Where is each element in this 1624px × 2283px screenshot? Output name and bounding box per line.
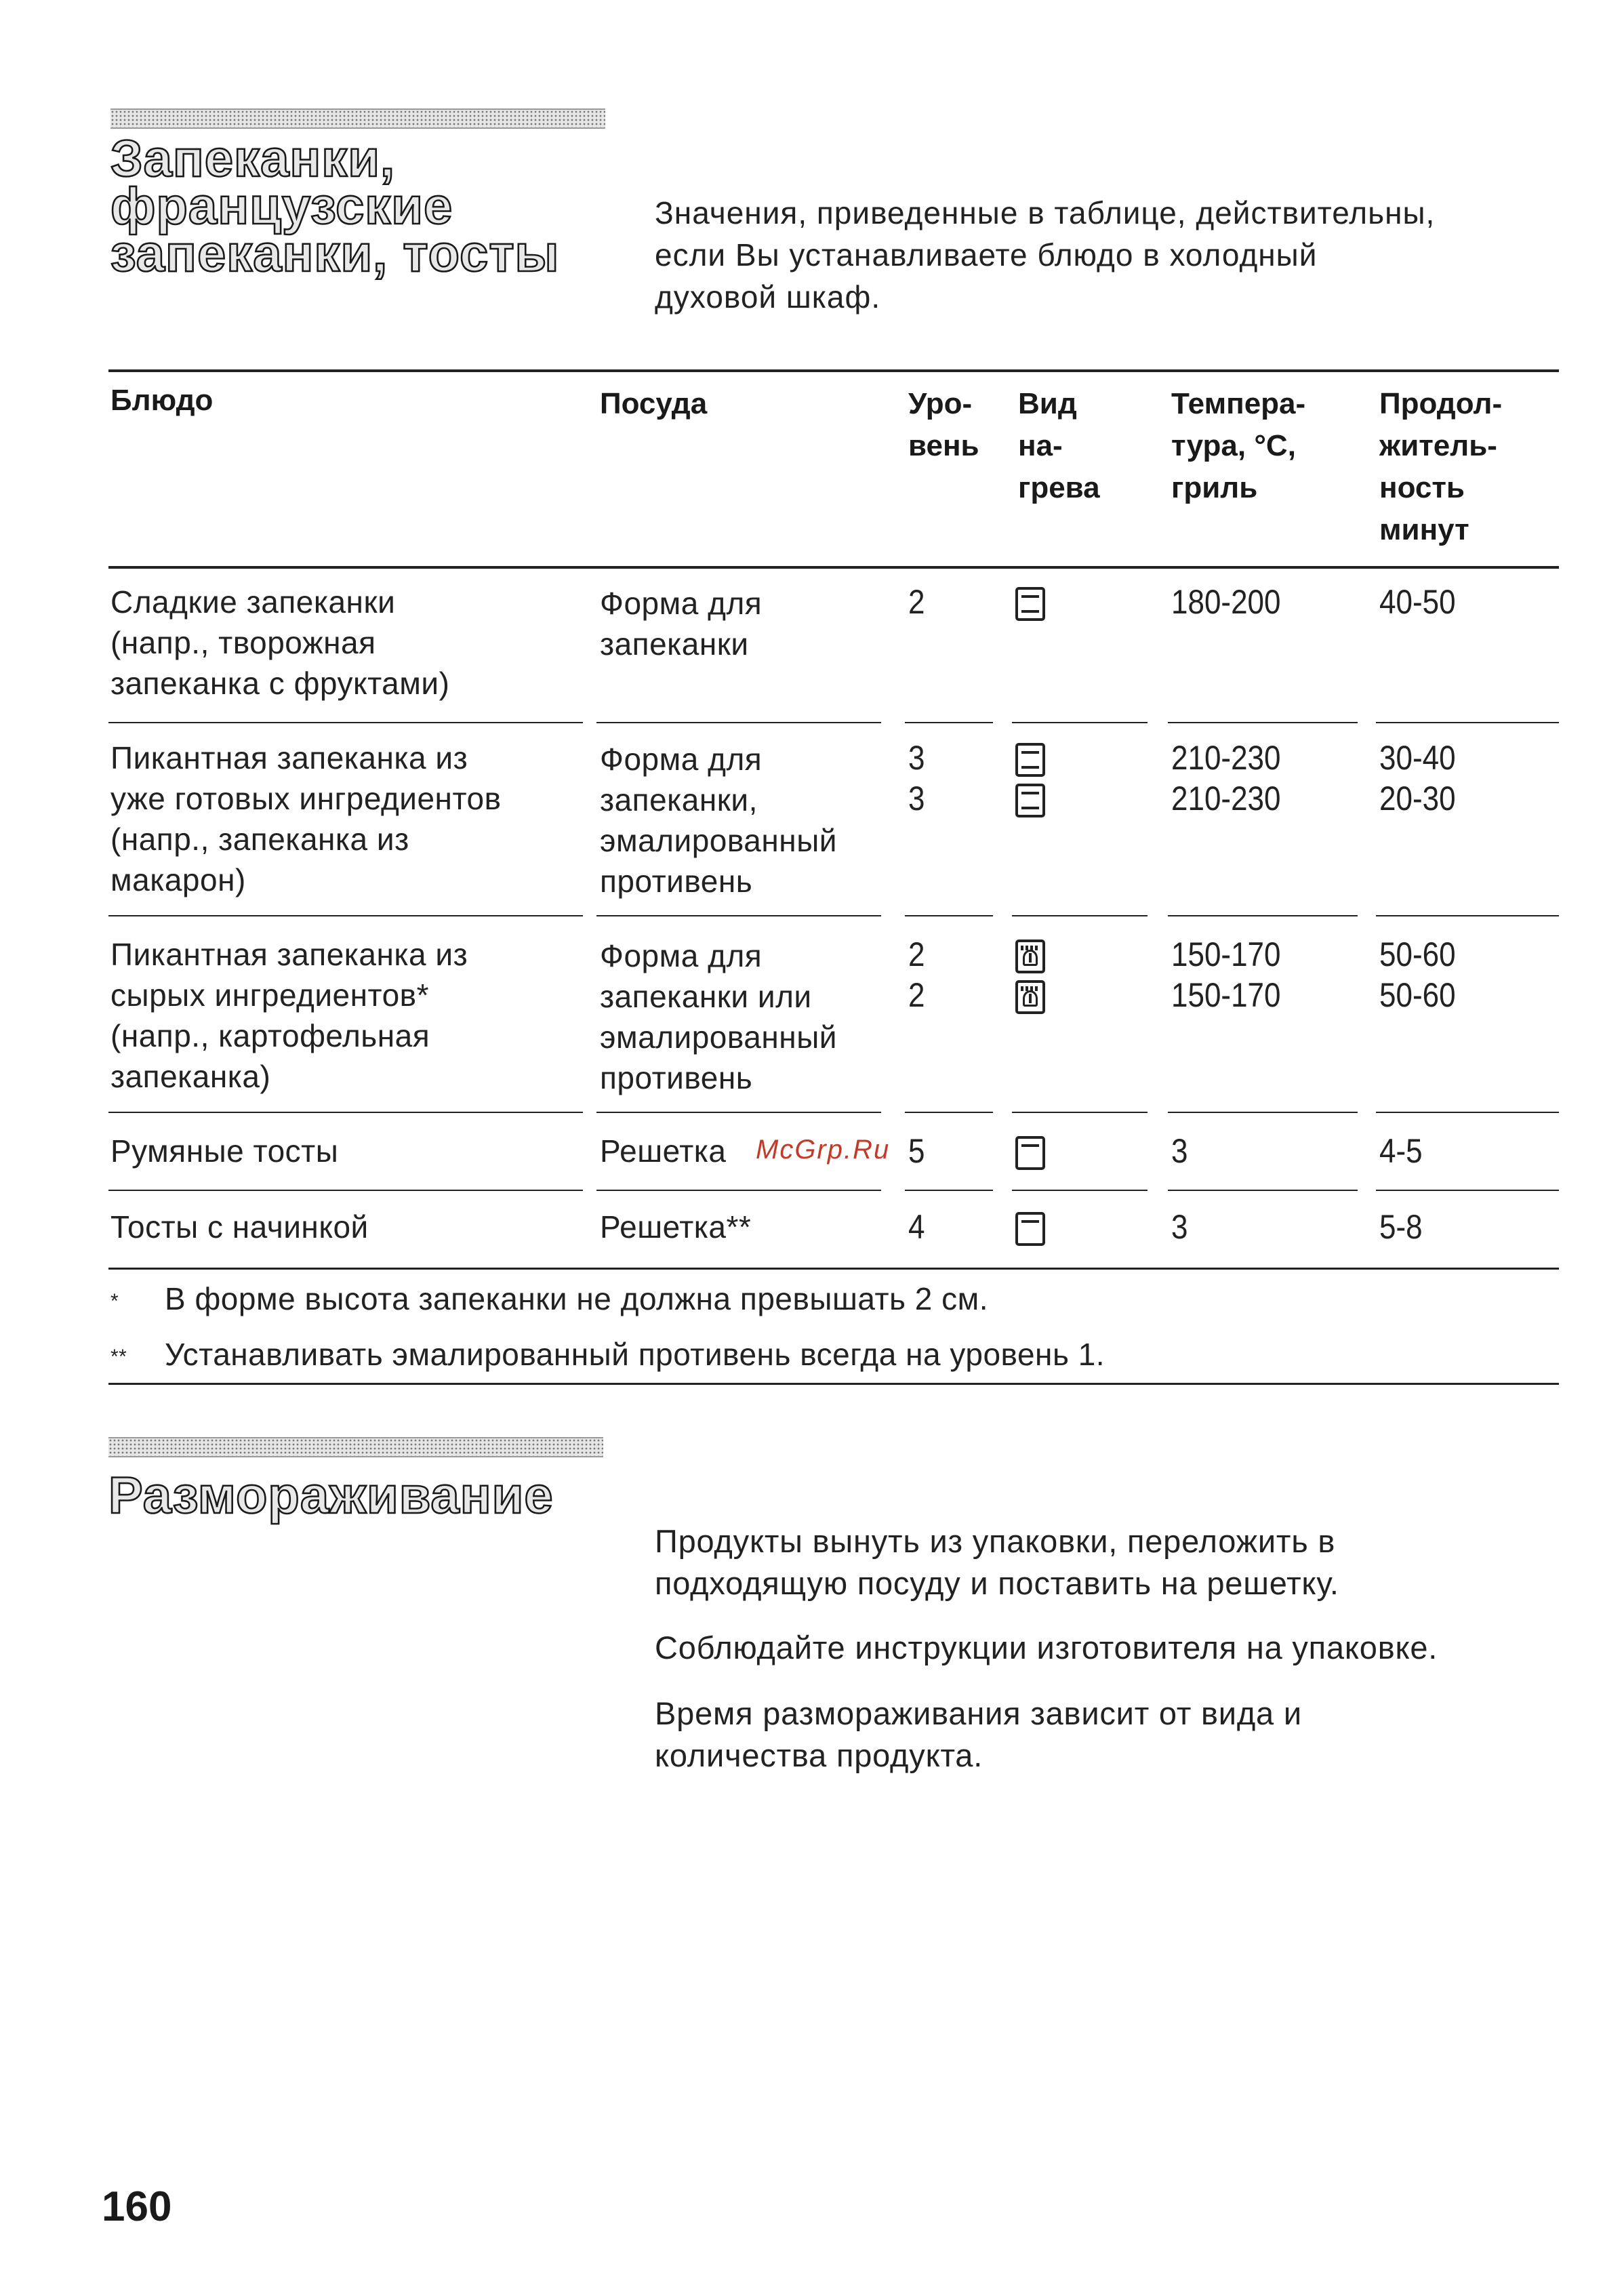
row-separator bbox=[1168, 915, 1358, 916]
table-row-cookware bbox=[600, 1207, 751, 1247]
row-separator bbox=[905, 1190, 993, 1191]
cell-line: Вид bbox=[1018, 387, 1077, 420]
cell-line: 150-170 bbox=[1171, 976, 1281, 1014]
table-row-dish bbox=[110, 934, 468, 1097]
cell-line: вень bbox=[908, 429, 979, 462]
header-cookware bbox=[600, 383, 707, 425]
cell-line: грева bbox=[1018, 471, 1100, 504]
cell-line: 2 bbox=[908, 583, 925, 621]
cell-line: Соблюдайте инструкции изготовителя на упаковке. bbox=[655, 1630, 1438, 1665]
cell-line: противень bbox=[600, 1060, 753, 1095]
cell-line: сырых ингредиентов* bbox=[110, 977, 430, 1013]
header-heating-type bbox=[1018, 383, 1100, 509]
fan-grill-icon bbox=[1015, 980, 1045, 1014]
row-separator bbox=[596, 1112, 881, 1113]
cell-line: Пикантная запеканка из bbox=[110, 740, 468, 775]
section-divider-bar bbox=[110, 108, 605, 129]
cell-line: 180-200 bbox=[1171, 583, 1281, 621]
table-row-cookware bbox=[600, 583, 762, 664]
intro-line: если Вы устанавливаете блюдо в холодный bbox=[655, 237, 1318, 272]
row-separator bbox=[1012, 915, 1148, 916]
header-dish bbox=[110, 380, 213, 422]
cell-line: на- bbox=[1018, 429, 1063, 462]
cell-line: Румяные тосты bbox=[110, 1133, 339, 1169]
cell-line: уже готовых ингредиентов bbox=[110, 781, 502, 816]
cell-line: количества продукта. bbox=[655, 1737, 983, 1773]
row-separator bbox=[1376, 915, 1559, 916]
cell-line: Форма для bbox=[600, 742, 763, 777]
cell-line: Форма для bbox=[600, 586, 763, 621]
cell-line: Уро- bbox=[908, 387, 973, 420]
row-separator bbox=[596, 1190, 881, 1191]
cell-line: противень bbox=[600, 864, 753, 899]
section-title-defrosting bbox=[108, 1467, 554, 1524]
cell-line: тура, °С, bbox=[1171, 429, 1296, 462]
row-separator bbox=[1012, 1190, 1148, 1191]
table-header-rule bbox=[108, 566, 1559, 569]
table-row-level bbox=[908, 1131, 925, 1171]
row-separator bbox=[1168, 1190, 1358, 1191]
cell-line: житель- bbox=[1379, 429, 1497, 462]
cell-line: подходящую посуду и поставить на решетку. bbox=[655, 1565, 1339, 1601]
table-row-duration bbox=[1379, 1131, 1423, 1171]
cell-line: Тосты с начинкой bbox=[110, 1209, 369, 1245]
cell-line: Посуда bbox=[600, 387, 708, 420]
cell-line: Блюдо bbox=[110, 384, 214, 417]
cell-line: 20-30 bbox=[1379, 780, 1456, 817]
table-row-temperature bbox=[1171, 934, 1280, 1015]
table-row-level bbox=[908, 934, 925, 1015]
cell-line: (напр., творожная bbox=[110, 625, 376, 660]
cell-line: Темпера- bbox=[1171, 387, 1306, 420]
title-line: французские bbox=[110, 178, 453, 235]
cell-line: 3 bbox=[1171, 1132, 1188, 1170]
cell-line: запеканка с фруктами) bbox=[110, 666, 450, 701]
table-row-dish bbox=[110, 582, 449, 704]
cell-line: 3 bbox=[1171, 1208, 1188, 1246]
title-line: Запеканки, bbox=[110, 130, 396, 188]
footnote-text: В форме высота запеканки не должна превышать 2 см. bbox=[165, 1281, 989, 1316]
grill-icon bbox=[1015, 1136, 1045, 1170]
cell-line: Решетка** bbox=[600, 1209, 752, 1245]
row-separator bbox=[1376, 1112, 1559, 1113]
table-row-duration bbox=[1379, 582, 1456, 622]
cell-line: 2 bbox=[908, 935, 925, 973]
cell-line: ность bbox=[1379, 471, 1465, 504]
cell-line: Пикантная запеканка из bbox=[110, 937, 468, 972]
section-title-casseroles bbox=[110, 130, 560, 283]
footnote bbox=[110, 1278, 988, 1322]
cell-line: 2 bbox=[908, 976, 925, 1014]
cell-line: (напр., запеканка из bbox=[110, 822, 409, 857]
table-row-dish bbox=[110, 1207, 369, 1247]
cell-line: запеканки или bbox=[600, 979, 812, 1014]
defrost-paragraph bbox=[655, 1627, 1438, 1669]
cell-line: эмалированный bbox=[600, 823, 837, 858]
table-row-dish bbox=[110, 738, 502, 900]
table-row-dish bbox=[110, 1131, 338, 1171]
cell-line: Продол- bbox=[1379, 387, 1503, 420]
table-row-temperature bbox=[1171, 738, 1280, 819]
table-row-cookware bbox=[600, 935, 837, 1098]
watermark: McGrp.Ru bbox=[756, 1135, 891, 1165]
title-line: запеканки, тосты bbox=[110, 225, 560, 283]
header-temperature bbox=[1171, 383, 1305, 509]
cell-line: Решетка bbox=[600, 1133, 727, 1169]
intro-line: духовой шкаф. bbox=[655, 279, 881, 315]
footnote-mark: ** bbox=[110, 1345, 127, 1368]
row-separator bbox=[596, 915, 881, 916]
defrost-paragraph bbox=[655, 1520, 1339, 1604]
table-row-temperature bbox=[1171, 1131, 1187, 1171]
table-row-level bbox=[908, 1207, 925, 1247]
intro-paragraph bbox=[655, 192, 1435, 318]
footnote-text: Устанавливать эмалированный противень всегда на уровень 1. bbox=[165, 1337, 1105, 1372]
cell-line: 30-40 bbox=[1379, 739, 1456, 777]
row-separator bbox=[596, 722, 881, 723]
cell-line: запеканка) bbox=[110, 1059, 271, 1094]
footnote bbox=[110, 1334, 1105, 1377]
cell-line: эмалированный bbox=[600, 1019, 837, 1055]
row-separator bbox=[108, 1190, 583, 1191]
cell-line: минут bbox=[1379, 513, 1469, 546]
table-row-duration bbox=[1379, 934, 1456, 1015]
fan-grill-icon bbox=[1015, 940, 1045, 973]
cell-line: макарон) bbox=[110, 862, 246, 897]
table-bottom-rule bbox=[108, 1268, 1559, 1270]
cell-line: 40-50 bbox=[1379, 583, 1456, 621]
row-separator bbox=[905, 722, 993, 723]
row-separator bbox=[1168, 1112, 1358, 1113]
cell-line: 150-170 bbox=[1171, 935, 1281, 973]
cell-line: запеканки bbox=[600, 626, 749, 662]
table-row-duration bbox=[1379, 738, 1456, 819]
cell-line: 3 bbox=[908, 739, 925, 777]
header-duration bbox=[1379, 383, 1502, 551]
header-level bbox=[908, 383, 979, 467]
row-separator bbox=[1376, 1190, 1559, 1191]
cell-line: 3 bbox=[908, 780, 925, 817]
footnotes-bottom-rule bbox=[108, 1383, 1559, 1385]
table-row-cookware bbox=[600, 1131, 727, 1171]
grill-icon bbox=[1015, 1212, 1045, 1246]
table-row-duration bbox=[1379, 1207, 1423, 1247]
cell-line: Продукты вынуть из упаковки, переложить в bbox=[655, 1523, 1336, 1559]
top-bottom-heat-icon bbox=[1015, 587, 1045, 621]
table-top-rule bbox=[108, 369, 1559, 372]
top-bottom-heat-icon bbox=[1015, 784, 1045, 817]
cell-line: Размораживание bbox=[108, 1467, 554, 1524]
row-separator bbox=[1012, 1112, 1148, 1113]
row-separator bbox=[1168, 722, 1358, 723]
row-separator bbox=[1376, 722, 1559, 723]
cell-line: 210-230 bbox=[1171, 780, 1281, 817]
cell-line: 210-230 bbox=[1171, 739, 1281, 777]
cell-line: 4-5 bbox=[1379, 1132, 1423, 1170]
cell-line: запеканки, bbox=[600, 782, 758, 817]
row-separator bbox=[905, 915, 993, 916]
cell-line: 50-60 bbox=[1379, 976, 1456, 1014]
cell-line: 4 bbox=[908, 1208, 925, 1246]
table-row-temperature bbox=[1171, 582, 1280, 622]
table-row-cookware bbox=[600, 739, 837, 902]
cell-line: 5-8 bbox=[1379, 1208, 1423, 1246]
cell-line: Форма для bbox=[600, 938, 763, 973]
top-bottom-heat-icon bbox=[1015, 743, 1045, 777]
row-separator bbox=[108, 1112, 583, 1113]
row-separator bbox=[1012, 722, 1148, 723]
table-row-level bbox=[908, 738, 925, 819]
cell-line: гриль bbox=[1171, 471, 1258, 504]
row-separator bbox=[108, 915, 583, 916]
cell-line: Время размораживания зависит от вида и bbox=[655, 1695, 1302, 1731]
table-row-temperature bbox=[1171, 1207, 1187, 1247]
table-row-level bbox=[908, 582, 925, 622]
row-separator bbox=[905, 1112, 993, 1113]
cell-line: (напр., картофельная bbox=[110, 1018, 430, 1053]
row-separator bbox=[108, 722, 583, 723]
intro-line: Значения, приведенные в таблице, действительны, bbox=[655, 195, 1436, 230]
cell-line: Сладкие запеканки bbox=[110, 584, 396, 620]
page-number: 160 bbox=[102, 2183, 172, 2230]
section-divider-bar bbox=[108, 1437, 603, 1457]
cell-line: 5 bbox=[908, 1132, 925, 1170]
cell-line: 50-60 bbox=[1379, 935, 1456, 973]
footnote-mark: * bbox=[110, 1289, 119, 1312]
defrost-paragraph bbox=[655, 1693, 1302, 1777]
